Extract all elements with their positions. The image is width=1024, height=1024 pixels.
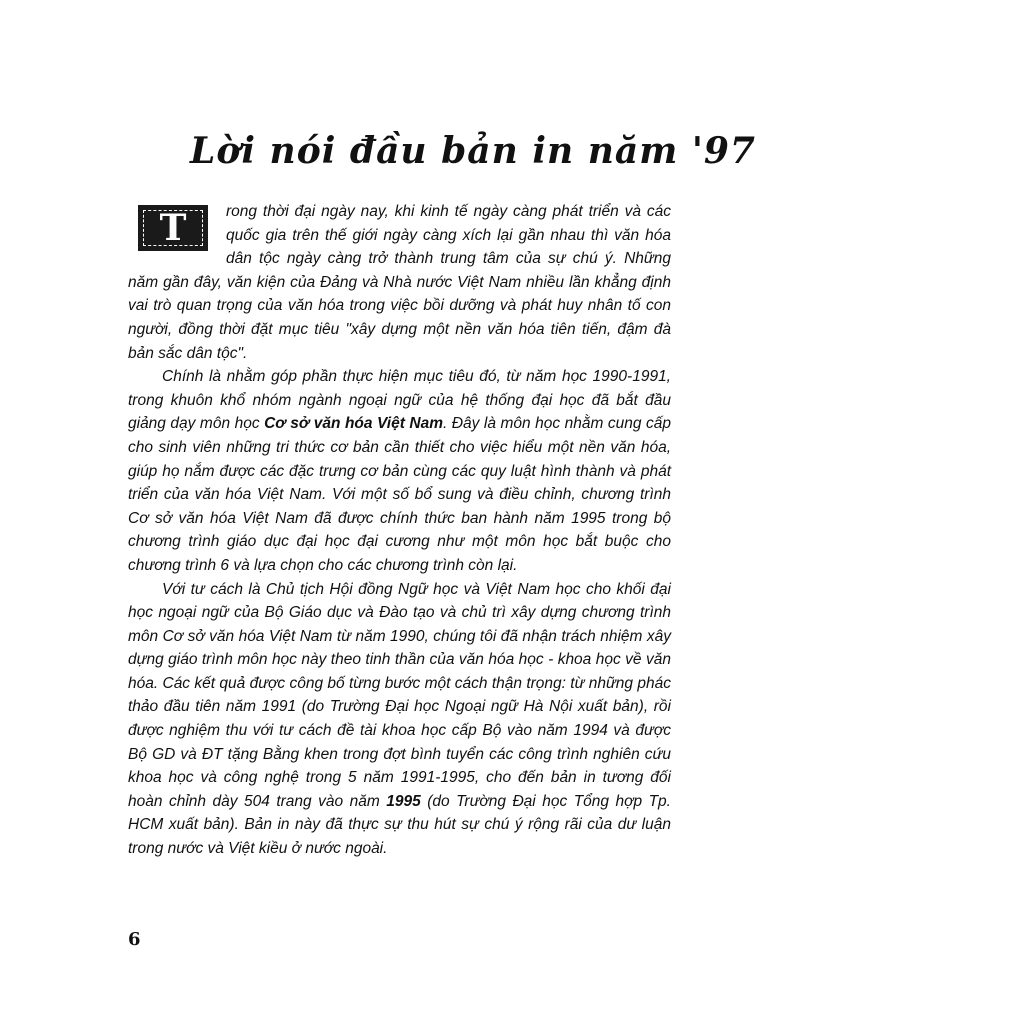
page-number: 6 <box>128 929 141 950</box>
paragraph-2 <box>128 365 671 577</box>
paragraph-2-text-after: . Đây là môn học nhằm cung cấp cho sinh viên những tri thức cơ bản cần thiết cho việc hiểu một nền văn hóa, giúp họ nắm được các đặc trưng cơ bản cùng các quy luật hình thành và phát triển của văn hóa Việt Nam. Với một số bổ sung và điều chỉnh, chương trình Cơ sở văn hóa Việt Nam đã được chính thức ban hành năm 1995 trong bộ chương trình giáo dục đại học đại cương như một môn học bắt buộc cho chương trình 6 và lựa chọn cho các chương trình còn lại. <box>128 415 671 574</box>
paragraph-1 <box>128 200 671 365</box>
paragraph-1-text: rong thời đại ngày nay, khi kinh tế ngày càng phát triển và các quốc gia trên thế giới ngày càng xích lại gần nhau thì văn hóa dân tộc ngày càng trở thành trung tâm của sự chú ý. Những năm gần đây, văn kiện của Đảng và Nhà nước Việt Nam nhiều lần khẳng định vai trò quan trọng của văn hóa trong việc bồi dưỡng và phát huy nhân tố con người, đồng thời đặt mục tiêu "xây dựng một nền văn hóa tiên tiến, đậm đà bản sắc dân tộc". <box>128 203 671 362</box>
paragraph-3 <box>128 578 671 861</box>
paragraph-3-bold-year: 1995 <box>386 792 421 810</box>
paragraph-2-bold-course-name: Cơ sở văn hóa Việt Nam <box>264 415 443 433</box>
paragraph-2-text-before: Chính là nhằm góp phần thực hiện mục tiêu đó, từ năm học 1990-1991, trong khuôn khổ nhóm ngành ngoại ngữ của hệ thống đại học đã bắt đầu giảng dạy môn học <box>128 368 671 433</box>
body-text <box>128 200 671 861</box>
dropcap-letter: T <box>159 210 187 246</box>
paragraph-3-text-before: Với tư cách là Chủ tịch Hội đồng Ngữ học và Việt Nam học cho khối đại học ngoại ngữ của Bộ Giáo dục và Đào tạo và chủ trì xây dựng chương trình môn Cơ sở văn hóa Việt Nam từ năm 1990, chúng tôi đã nhận trách nhiệm xây dựng giáo trình môn học này theo tinh thần của văn hóa học - khoa học về văn hóa. Các kết quả được công bố từng bước một cách thận trọng: từ những phác thảo đầu tiên năm 1991 (do Trường Đại học Ngoại ngữ Hà Nội xuất bản), rồi được nghiệm thu với tư cách đề tài khoa học cấp Bộ vào năm 1994 và được Bộ GD và ĐT tặng Bằng khen trong đợt bình tuyển các công trình nghiên cứu khoa học và công nghệ trong 5 năm 1991-1995, cho đến bản in tương đối hoàn chỉnh dày 504 trang vào năm <box>128 580 671 810</box>
dropcap-frame <box>143 210 203 246</box>
page-title: Lời nói đầu bản in năm '97 <box>190 130 756 172</box>
dropcap-ornament <box>138 205 208 251</box>
paragraph-3-text-after: (do Trường Đại học Tổng hợp Tp. HCM xuất bản). Bản in này đã thực sự thu hút sự chú ý rộng rãi của dư luận trong nước và Việt kiều ở nước ngoài. <box>128 792 671 858</box>
